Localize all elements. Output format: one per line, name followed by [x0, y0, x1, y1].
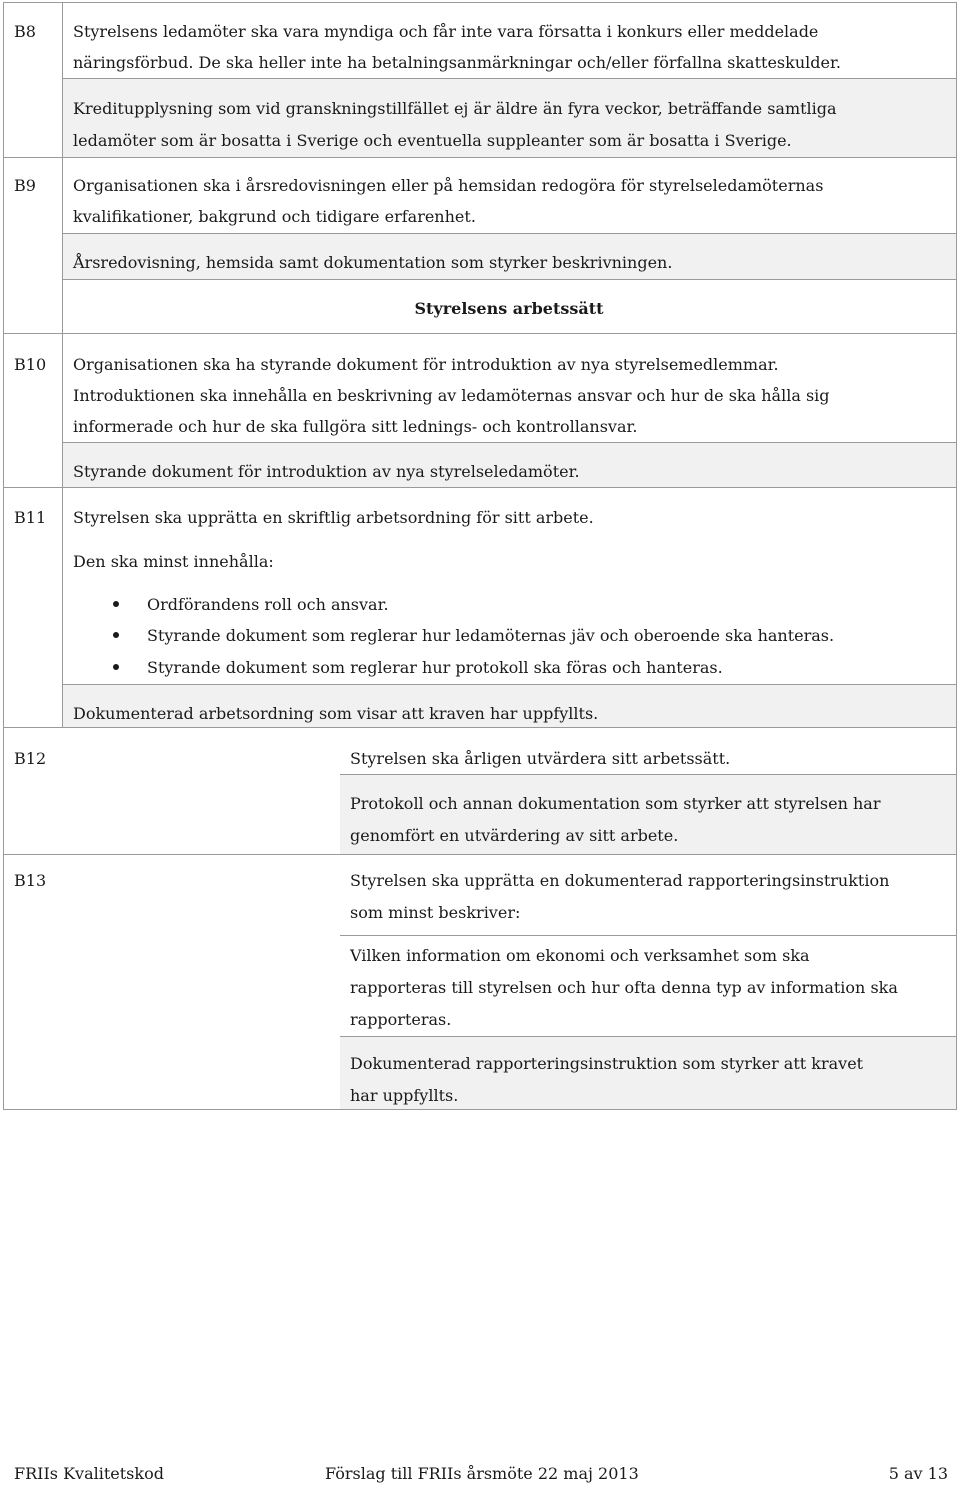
b11-requirement: Styrelsen ska upprätta en skriftlig arbetsordning för sitt arbete.: [73, 508, 594, 527]
b13-evidence-line: Dokumenterad rapporteringsinstruktion som styrker att kravet: [350, 1054, 864, 1073]
bullet-icon: [113, 664, 119, 670]
grid-line: [3, 2, 957, 3]
grid-line: [340, 935, 957, 936]
row-code-b11: B11: [14, 508, 47, 527]
footer-center: Förslag till FRIIs årsmöte 22 maj 2013: [325, 1464, 639, 1483]
b13-requirement-line: Styrelsen ska upprätta en dokumenterad rapporteringsinstruktion: [350, 871, 890, 890]
b13-evidence-line: har uppfyllts.: [350, 1086, 459, 1105]
section-heading: Styrelsens arbetssätt: [414, 299, 604, 318]
b10-evidence: Styrande dokument för introduktion av nya styrelseledamöter.: [73, 462, 580, 481]
grid-line: [62, 442, 957, 443]
grid-line: [62, 78, 957, 79]
b11-bullet-item: Ordförandens roll och ansvar.: [147, 595, 389, 614]
grid-line: [3, 487, 957, 488]
row-code-b13: B13: [14, 871, 47, 890]
grid-line: [3, 1109, 957, 1110]
b12-evidence-line: genomfört en utvärdering av sitt arbete.: [350, 826, 679, 845]
b12-evidence-line: Protokoll och annan dokumentation som styrker att styrelsen har: [350, 794, 881, 813]
b10-requirement-line: Introduktionen ska innehålla en beskrivning av ledamöternas ansvar och hur de ska hålla sig: [73, 386, 830, 405]
b13-requirement-line: som minst beskriver:: [350, 903, 521, 922]
bullet-icon: [113, 632, 119, 638]
grid-line: [340, 1036, 957, 1037]
b13-detail-line: rapporteras.: [350, 1010, 452, 1029]
b8-evidence-line: ledamöter som är bosatta i Sverige och eventuella suppleanter som är bosatta i Sverige.: [73, 131, 792, 150]
b11-evidence: Dokumenterad arbetsordning som visar att kraven har uppfyllts.: [73, 704, 599, 723]
b13-detail-line: rapporteras till styrelsen och hur ofta denna typ av information ska: [350, 978, 898, 997]
b8-requirement-line: Styrelsens ledamöter ska vara myndiga och får inte vara försatta i konkurs eller meddelade: [73, 22, 819, 41]
row-code-b8: B8: [14, 22, 36, 41]
b10-requirement-line: Organisationen ska ha styrande dokument för introduktion av nya styrelsemedlemmar.: [73, 355, 779, 374]
grid-line: [3, 333, 957, 334]
b11-bullet-item: Styrande dokument som reglerar hur protokoll ska föras och hanteras.: [147, 658, 723, 677]
grid-line: [3, 854, 957, 855]
b12-requirement: Styrelsen ska årligen utvärdera sitt arbetssätt.: [350, 749, 731, 768]
row-code-b9: B9: [14, 176, 36, 195]
grid-line: [62, 2, 63, 728]
grid-line: [62, 233, 957, 234]
b9-evidence: Årsredovisning, hemsida samt dokumentation som styrker beskrivningen.: [73, 253, 673, 272]
b9-requirement-line: kvalifikationer, bakgrund och tidigare erfarenhet.: [73, 207, 476, 226]
row-code-b12: B12: [14, 749, 47, 768]
footer-left: FRIIs Kvalitetskod: [14, 1464, 164, 1483]
grid-line: [3, 157, 957, 158]
grid-line: [62, 684, 957, 685]
b8-evidence-line: Kreditupplysning som vid granskningstillfället ej är äldre än fyra veckor, beträffande samtliga: [73, 99, 837, 118]
grid-line: [62, 279, 957, 280]
row-code-b10: B10: [14, 355, 47, 374]
b11-bullet-item: Styrande dokument som reglerar hur ledamöternas jäv och oberoende ska hanteras.: [147, 626, 835, 645]
b11-intro: Den ska minst innehålla:: [73, 552, 274, 571]
b8-requirement-line: näringsförbud. De ska heller inte ha betalningsanmärkningar och/eller förfallna skatteskulder.: [73, 53, 841, 72]
grid-line: [956, 2, 957, 1110]
b13-detail-line: Vilken information om ekonomi och verksamhet som ska: [350, 946, 810, 965]
b10-requirement-line: informerade och hur de ska fullgöra sitt lednings- och kontrollansvar.: [73, 417, 638, 436]
grid-line: [3, 2, 4, 1110]
footer-page-number: 5 av 13: [888, 1464, 948, 1483]
b9-requirement-line: Organisationen ska i årsredovisningen eller på hemsidan redogöra för styrelseledamöternas: [73, 176, 824, 195]
grid-line: [340, 774, 957, 775]
bullet-icon: [113, 601, 119, 607]
